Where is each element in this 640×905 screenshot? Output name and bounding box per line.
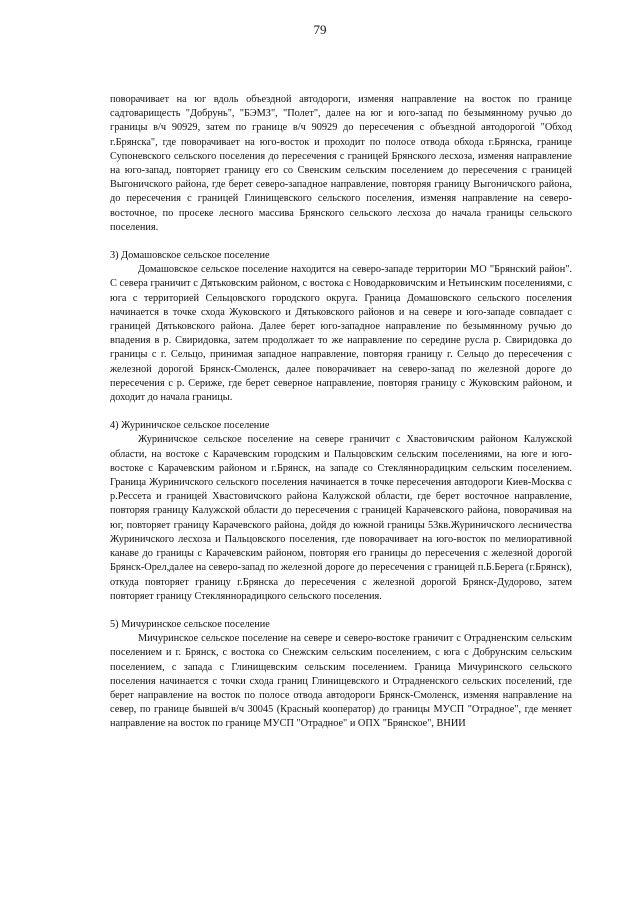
section-zhurinichskoe (110, 419, 572, 604)
section-paragraph: Журиничское сельское поселение на севере граничит с Хвастовичским районом Калужской области, на востоке с Карачевским городским и Пальцовским сельским поселениями, на юге и юго-востоке с Карачевским районом и г.Брянск, на западе со Стекляннорадицким сельским поселением. Граница Журиничского сельского поселения начинается в точке пересечения автодороги Киев-Москва с р.Рессета и границей Хвастовичского района Калужской области, где берет восточное направление, повторяя границу Калужской области до пересечения с границей Карачевского района, поворачивая на юг, повторяет границу Карачевского района, дойдя до южной границы 53кв.Журиничского лесничества Журиничского лесхоза и Пальцовского поселения, где поворачивает на юго-восток по мелиоративной канаве до границы с Карачевским районом, повторяя его границы до пересечения с железной дорогой Брянск-Орел,далее на северо-запад по железной дороге до пересечения с границей п.Б.Берега (г.Брянск), откуда повторяет границу г.Брянска до пересечения с железной дорогой Брянск-Дудорово, затем повторяет границу Стекляннорадицкого сельского поселения. (110, 434, 572, 602)
section-heading: 3) Домашовское сельское поселение (110, 250, 270, 262)
section-heading: 4) Журиничское сельское поселение (110, 420, 270, 432)
section-paragraph: Мичуринское сельское поселение на севере и северо-востоке граничит с Отрадненским сельским поселением и г. Брянск, с востока со Снежским сельским поселением, с юга с Добрунским сельским поселением, с запада с Глинищевским сельским поселением. Граница Мичуринского сельского поселения начинается с точки схода границ Глинищевского и Отрадненского сельских поселений, где берет направление на восток по полосе отвода автодороги Брянск-Смоленск, изменяя направление на север, по границе бывшей в/ч 30045 (Красный кооператор) до границы МУСП "Отрадное", где меняет направление на восток по границе МУСП "Отрадное" и ОПХ "Брянское", ВНИИ (110, 633, 572, 730)
intro-paragraph: поворачивает на юг вдоль объездной автодороги, изменяя направление на восток по границе садтоварищесть "Добрунь", "БЭМЗ", "Полет", далее на юг и юго-запад по безымянному ручью до границы в/ч 90929, затем по границе в/ч 90929 до пересечения с объездной автодорогой "Обход г.Брянска", где поворачивает на юго-восток и проходит по полосе отвода обхода г.Брянска, границе Супоневского сельского поселения до пересечения с границей Брянского лесхоза, изменяя направление на юго-запад, повторяет границу его со Свенским сельским поселением до пересечения с границей Выгоничского района, где берет северо-западное направление, повторяя границу Выгоничского района, до пересечения с границей Глинищевского сельского поселения, изменяя направление на северо-восточное, по просеке лесного массива Брянского сельского лесхоза до начала границы сельского поселения. (110, 94, 572, 233)
section-paragraph: Домашовское сельское поселение находится на северо-западе территории МО "Брянский район". С севера граничит с Дятьковским районом, с востока с Новодарковичским и Нетьинским поселениями, с юга с территорией Сельцовского городского округа. Граница Домашовского сельского поселения начинается в точке схода Жуковского и Дятьковского районов и на севере и юго-западе совпадает с границей Дятьковского района. Далее берет юго-западное направление по безымянному ручью до впадения в р. Свиридовка, затем продолжает то же направление по середине русла р. Свиридовка до границы с г. Сельцо, принимая западное направление, повторяя границу г. Сельцо до пересечения с железной дорогой Брянск-Смоленск, далее поворачивает на северо-запад по железной дороге до пересечения с р. Сериже, где берет северное направление, повторяя границу с Жуковским районом, и доходит до начала границы. (110, 264, 572, 404)
document-body (110, 93, 572, 732)
page-number: 79 (313, 22, 327, 37)
section-domashovskoe (110, 249, 572, 405)
section-michurinskoe (110, 618, 572, 732)
section-heading: 5) Мичуринское сельское поселение (110, 618, 270, 630)
